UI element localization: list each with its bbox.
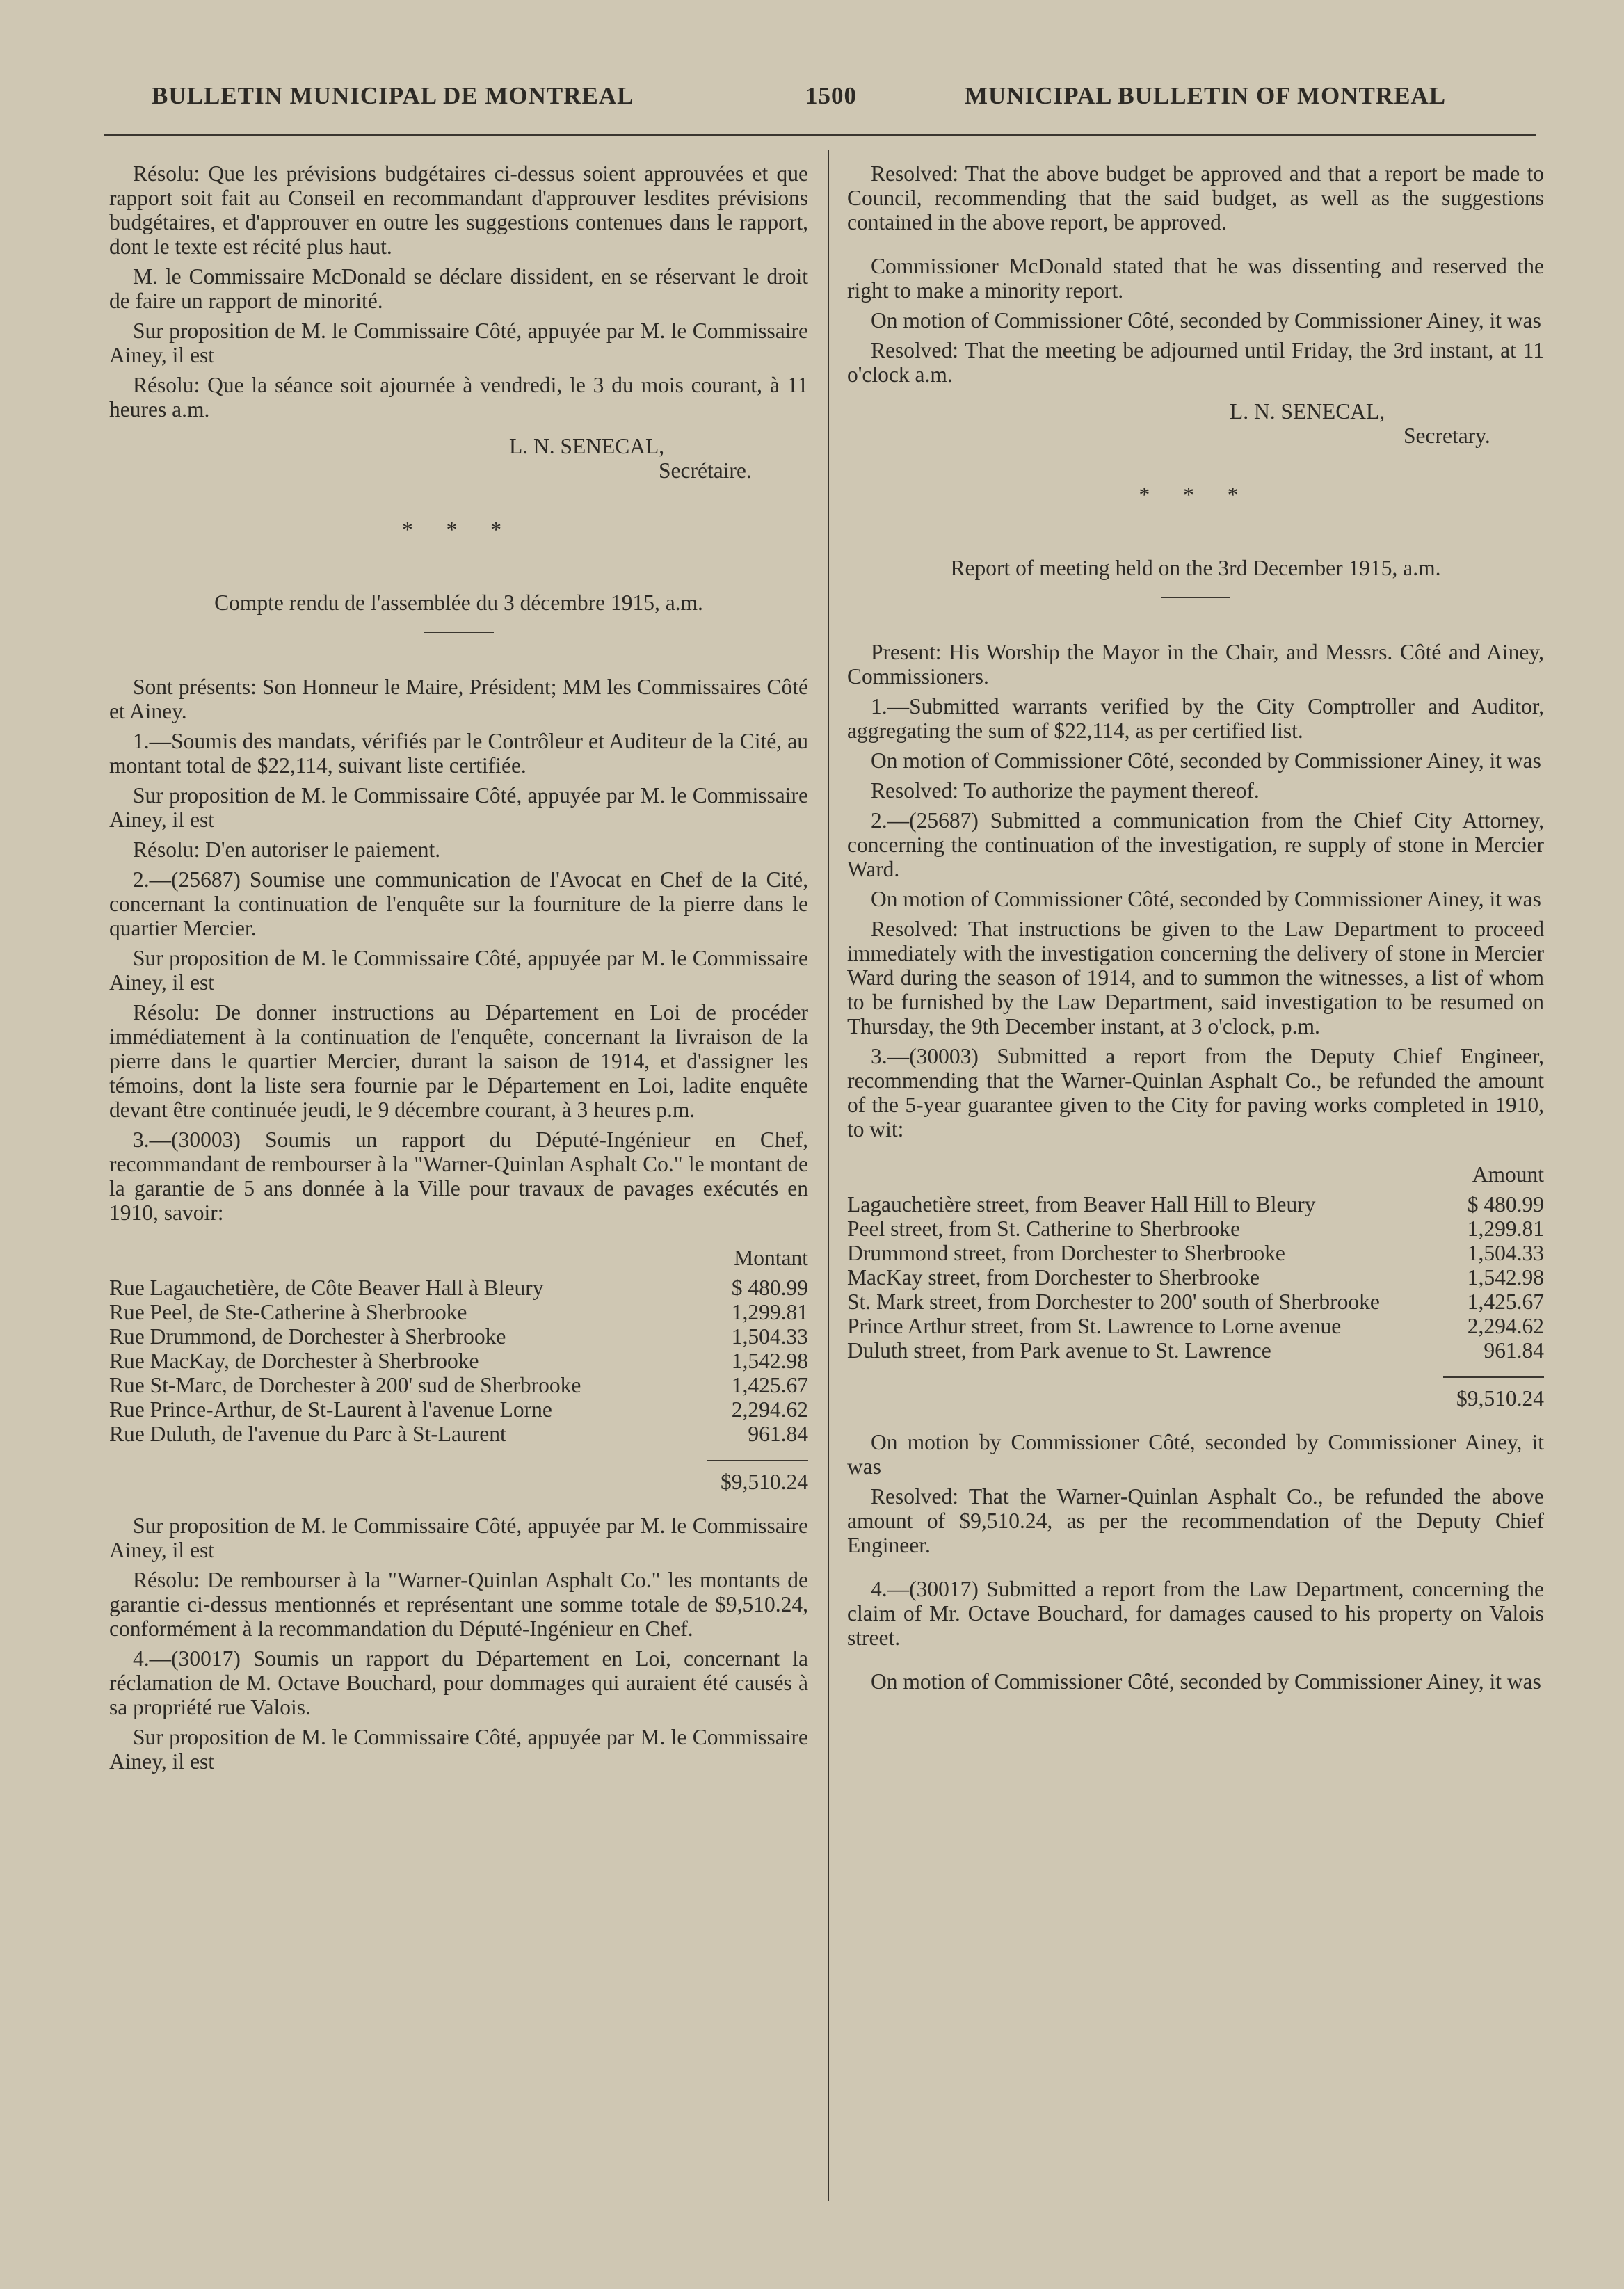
total-amount: $9,510.24 [1456, 1386, 1544, 1411]
paragraph: Resolved: That the meeting be adjourned until Friday, the 3rd instant, at 11 o'clock a.m. [847, 338, 1544, 387]
paragraph: Sur proposition de M. le Commissaire Côté, appuyée par M. le Commissaire Ainey, il est [109, 783, 808, 832]
signature-title: Secretary. [1404, 424, 1490, 448]
signature-title: Secrétaire. [659, 458, 752, 483]
row-amount: 1,504.33 [731, 1324, 808, 1349]
row-amount: 1,504.33 [1467, 1241, 1544, 1265]
title-rule [424, 632, 494, 633]
amounts-table [109, 1276, 808, 1446]
paragraph: 2.—(25687) Submitted a communication from the Chief City Attorney, concerning the continuation of the investigation, re supply of stone in Mercier Ward. [847, 808, 1544, 881]
row-amount: 1,542.98 [1467, 1265, 1544, 1290]
row-description: Rue Lagauchetière, de Côte Beaver Hall à Bleury [109, 1276, 544, 1300]
paragraph: Sont présents: Son Honneur le Maire, Président; MM les Commissaires Côté et Ainey. [109, 675, 808, 723]
paragraph: 4.—(30017) Soumis un rapport du Département en Loi, concernant la réclamation de M. Octave Bouchard, pour dommages qui auraient été causés à sa propriété rue Valois. [109, 1646, 808, 1719]
row-amount: $ 480.99 [1467, 1192, 1544, 1216]
row-description: Prince Arthur street, from St. Lawrence to Lorne avenue [847, 1314, 1342, 1338]
signature-block [847, 399, 1544, 448]
row-amount: 1,299.81 [731, 1300, 808, 1324]
row-amount: 961.84 [1484, 1338, 1544, 1363]
total-amount: $9,510.24 [721, 1470, 808, 1494]
paragraph: Sur proposition de M. le Commissaire Côté, appuyée par M. le Commissaire Ainey, il est [109, 1513, 808, 1562]
paragraph: On motion of Commissioner Côté, seconded by Commissioner Ainey, it was [871, 748, 1541, 773]
amount-column-header: Montant [734, 1246, 808, 1270]
page-number: 1500 [805, 82, 857, 109]
table-row [109, 1324, 808, 1349]
paragraph: Present: His Worship the Mayor in the Chair, and Messrs. Côté and Ainey, Commissioners. [847, 640, 1544, 689]
paragraph: On motion of Commissioner Côté, seconded by Commissioner Ainey, it was [871, 887, 1541, 911]
section-separator: * * * [1139, 483, 1253, 507]
paragraph: Sur proposition de M. le Commissaire Côté, appuyée par M. le Commissaire Ainey, il est [109, 946, 808, 995]
table-row [847, 1216, 1544, 1241]
table-row [109, 1349, 808, 1373]
paragraph: Sur proposition de M. le Commissaire Côté, appuyée par M. le Commissaire Ainey, il est [109, 1725, 808, 1774]
paragraph: Resolved: That instructions be given to the Law Department to proceed immediately with the investigation concerning the delivery of stone in Mercier Ward during the season of 1914, and to summon the witnesses, a list of whom to be furnished by the Law Department, said investigation to be resumed on Thursday, the 9th December instant, at 3 o'clock, p.m. [847, 917, 1544, 1038]
table-row [847, 1338, 1544, 1363]
paragraph: 3.—(30003) Submitted a report from the Deputy Chief Engineer, recommending that the Warner-Quinlan Asphalt Co., be refunded the amount of the 5-year guarantee given to the City for paving works completed in 1910, to wit: [847, 1044, 1544, 1141]
table-row [109, 1422, 808, 1446]
table-row [847, 1241, 1544, 1265]
row-description: Rue MacKay, de Dorchester à Sherbrooke [109, 1349, 479, 1373]
row-amount: 2,294.62 [731, 1397, 808, 1422]
paragraph: 3.—(30003) Soumis un rapport du Député-Ingénieur en Chef, recommandant de rembourser à la "Warner-Quinlan Asphalt Co." le montant de la garantie de 5 ans donnée à la Ville pour travaux de pavages exécutés en 1910, savoir: [109, 1127, 808, 1225]
paragraph: Résolu: D'en autoriser le paiement. [133, 837, 441, 862]
row-description: Lagauchetière street, from Beaver Hall Hill to Bleury [847, 1192, 1316, 1216]
table-row [109, 1397, 808, 1422]
row-amount: $ 480.99 [731, 1276, 808, 1300]
row-description: Rue St-Marc, de Dorchester à 200' sud de Sherbrooke [109, 1373, 581, 1397]
amount-column-header: Amount [1472, 1162, 1544, 1187]
total-rule [1443, 1376, 1544, 1378]
signature-block [109, 434, 808, 483]
row-amount: 1,542.98 [731, 1349, 808, 1373]
row-amount: 2,294.62 [1467, 1314, 1544, 1338]
header-right-title: MUNICIPAL BULLETIN OF MONTREAL [965, 82, 1447, 109]
row-amount: 1,299.81 [1467, 1216, 1544, 1241]
row-description: Duluth street, from Park avenue to St. Lawrence [847, 1338, 1271, 1363]
row-description: Rue Peel, de Ste-Catherine à Sherbrooke [109, 1300, 467, 1324]
row-amount: 961.84 [748, 1422, 808, 1446]
paragraph: Resolved: That the Warner-Quinlan Asphalt Co., be refunded the above amount of $9,510.24, as per the recommendation of the Deputy Chief Engineer. [847, 1484, 1544, 1557]
paragraph: On motion by Commissioner Côté, seconded by Commissioner Ainey, it was [847, 1430, 1544, 1479]
header-left-title: BULLETIN MUNICIPAL DE MONTREAL [152, 82, 634, 109]
english-column [847, 161, 1544, 1699]
paragraph: 1.—Soumis des mandats, vérifiés par le Contrôleur et Auditeur de la Cité, au montant total de $22,114, suivant liste certifiée. [109, 729, 808, 778]
paragraph: On motion of Commissioner Côté, seconded by Commissioner Ainey, it was [871, 308, 1541, 332]
paragraph: 1.—Submitted warrants verified by the City Comptroller and Auditor, aggregating the sum of $22,114, as per certified list. [847, 694, 1544, 743]
meeting-title: Report of meeting held on the 3rd December 1915, a.m. [950, 556, 1441, 580]
row-description: Drummond street, from Dorchester to Sherbrooke [847, 1241, 1285, 1265]
paragraph: Sur proposition de M. le Commissaire Côté, appuyée par M. le Commissaire Ainey, il est [109, 319, 808, 367]
row-description: Rue Drummond, de Dorchester à Sherbrooke [109, 1324, 506, 1349]
table-row [109, 1373, 808, 1397]
paragraph: Résolu: Que la séance soit ajournée à vendredi, le 3 du mois courant, à 11 heures a.m. [109, 373, 808, 421]
row-description: Rue Prince-Arthur, de St-Laurent à l'avenue Lorne [109, 1397, 552, 1422]
paragraph: 4.—(30017) Submitted a report from the Law Department, concerning the claim of Mr. Octave Bouchard, for damages caused to his property on Valois street. [847, 1577, 1544, 1650]
table-row [847, 1314, 1544, 1338]
paragraph: Résolu: De rembourser à la "Warner-Quinlan Asphalt Co." les montants de garantie ci-dessus mentionnés et représentant une somme totale de $9,510.24, conformément à la recommandation du Député-Ingénieur en Chef. [109, 1568, 808, 1641]
table-row [109, 1300, 808, 1324]
paragraph: Resolved: To authorize the payment thereof. [871, 778, 1260, 803]
signature-name: L. N. SENECAL, [1230, 399, 1385, 424]
french-column [109, 161, 808, 1779]
signature-name: L. N. SENECAL, [509, 434, 665, 458]
header-rule [104, 134, 1536, 136]
meeting-title: Compte rendu de l'assemblée du 3 décembre 1915, a.m. [214, 591, 703, 615]
row-description: Peel street, from St. Catherine to Sherbrooke [847, 1216, 1241, 1241]
table-row [847, 1290, 1544, 1314]
paragraph: Résolu: Que les prévisions budgétaires ci-dessus soient approuvées et que rapport soit fait au Conseil en recommandant d'approuver lesdites prévisions budgétaires, et d'approuver en outre les suggestions contenues dans le rapport, dont le texte est récité plus haut. [109, 161, 808, 259]
total-rule [707, 1460, 808, 1461]
paragraph: M. le Commissaire McDonald se déclare dissident, en se réservant le droit de faire un rapport de minorité. [109, 264, 808, 313]
paragraph: Resolved: That the above budget be approved and that a report be made to Council, recommending that the said budget, as well as the suggestions contained in the above report, be approved. [847, 161, 1544, 234]
title-rule [1161, 597, 1230, 598]
table-row [847, 1265, 1544, 1290]
row-amount: 1,425.67 [731, 1373, 808, 1397]
paragraph: Commissioner McDonald stated that he was dissenting and reserved the right to make a minority report. [847, 254, 1544, 303]
paragraph: Résolu: De donner instructions au Département en Loi de procéder immédiatement à la continuation de l'enquête, concernant la livraison de la pierre dans le quartier Mercier, durant la saison de 1914, et d'assigner les témoins, dont la liste sera fournie par le Département en Loi, ladite enquête devant être continuée jeudi, le 9 décembre courant, à 3 heures p.m. [109, 1000, 808, 1122]
amounts-table [847, 1192, 1544, 1363]
row-amount: 1,425.67 [1467, 1290, 1544, 1314]
paragraph: On motion of Commissioner Côté, seconded by Commissioner Ainey, it was [871, 1669, 1541, 1694]
table-row [109, 1276, 808, 1300]
row-description: MacKay street, from Dorchester to Sherbrooke [847, 1265, 1260, 1290]
paragraph: 2.—(25687) Soumise une communication de l'Avocat en Chef de la Cité, concernant la continuation de l'enquête sur la fourniture de la pierre dans le quartier Mercier. [109, 867, 808, 940]
row-description: Rue Duluth, de l'avenue du Parc à St-Laurent [109, 1422, 506, 1446]
column-divider [828, 150, 829, 2201]
section-separator: * * * [402, 517, 515, 542]
row-description: St. Mark street, from Dorchester to 200' south of Sherbrooke [847, 1290, 1380, 1314]
table-row [847, 1192, 1544, 1216]
